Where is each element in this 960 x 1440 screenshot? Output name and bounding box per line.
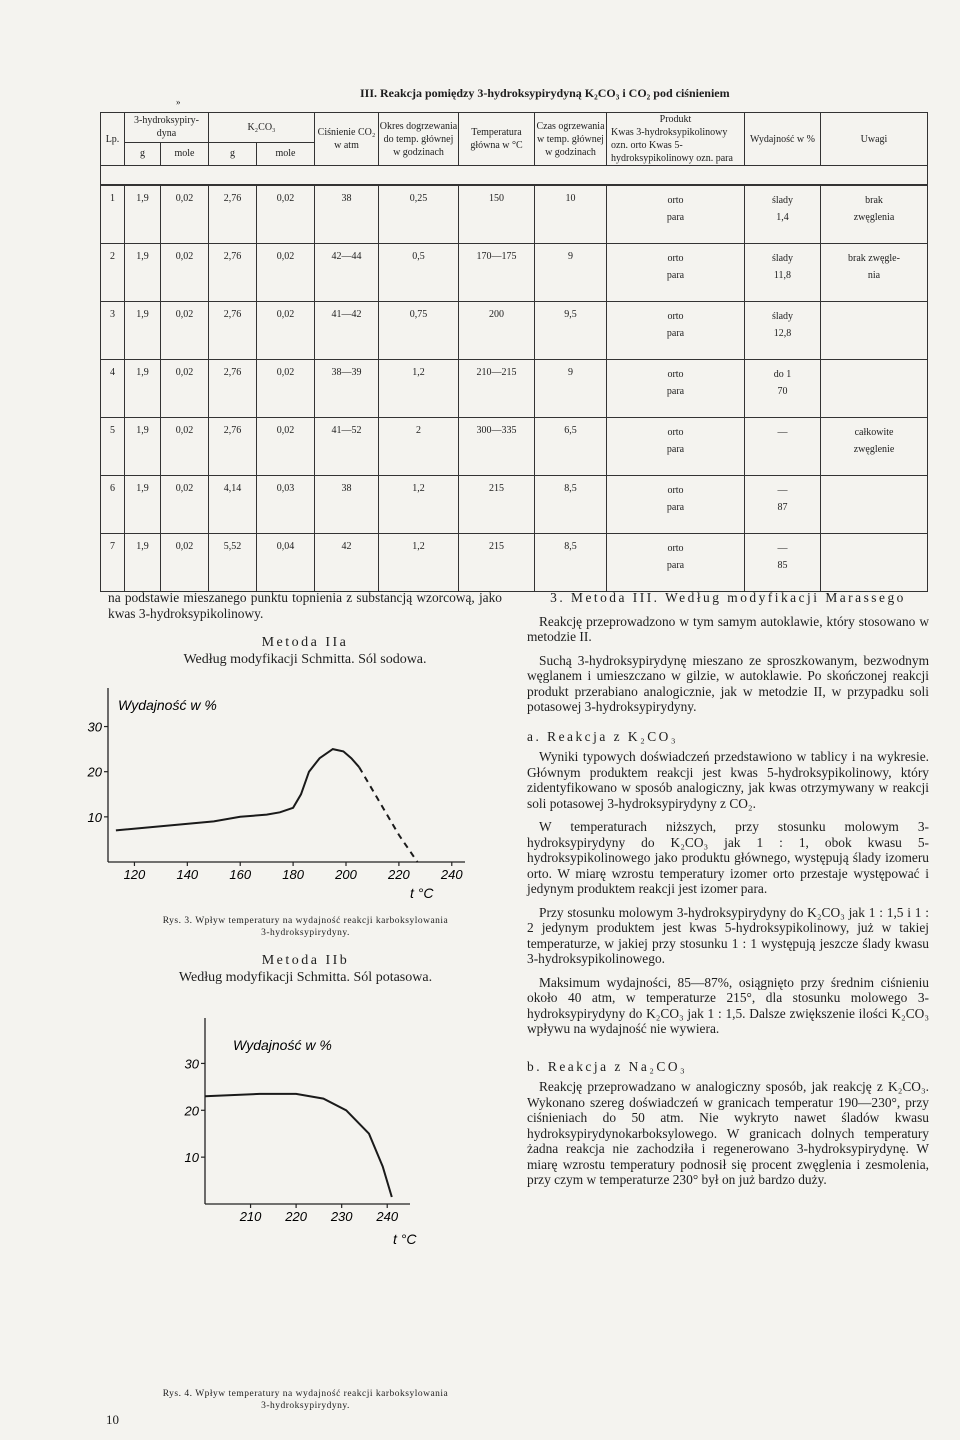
cell-m1: 0,02	[161, 302, 209, 360]
fig4-xtick-label: 220	[285, 1209, 307, 1224]
cell-yield	[745, 476, 821, 534]
cell-g1: 1,9	[125, 244, 161, 302]
header-hydroxypyridine: 3-hydroksypiry-dyna	[125, 113, 209, 143]
cell-period: 1,2	[379, 534, 459, 592]
cell-lp: 3	[101, 302, 125, 360]
cell-atm: 38—39	[315, 360, 379, 418]
cell-lp: 7	[101, 534, 125, 592]
header-k2co3: K₂CO₃	[209, 113, 315, 143]
cell-remarks	[821, 185, 928, 244]
cell-product	[607, 360, 745, 418]
cell-g2: 2,76	[209, 244, 257, 302]
cell-m1: 0,02	[161, 244, 209, 302]
fig3-xtick-label: 160	[229, 867, 252, 882]
cell-m1: 0,02	[161, 360, 209, 418]
fig3-ylabel: Wydajność w %	[118, 697, 217, 713]
header-heating-time: Czas ogrzewania w temp. głównej w godzinach	[535, 113, 607, 166]
table-row	[101, 302, 928, 360]
cell-yield-line: —	[777, 543, 788, 554]
cell-product-line: orto	[667, 369, 684, 380]
section-a-title: a. Reakcja z K₂CO₃	[527, 728, 679, 744]
cell-yield-line: 87	[777, 502, 788, 513]
fig3-ytick-label: 20	[87, 764, 102, 780]
cell-yield-line: —	[777, 427, 788, 438]
cell-g2: 2,76	[209, 360, 257, 418]
cell-g2: 2,76	[209, 185, 257, 244]
paragraph-6: Maksimum wydajności, 85—87%, osiągnięto przy średnim ciśnieniu około 40 atm, w temperaturze 215°, dla stosunku molowego 3-hydroksypirydyny do K₂CO₃ jak 1 : 1,5. Dalsze zwiększenie ilości K₂CO₃ wpływu na wydajność nie wywiera.	[527, 974, 929, 1036]
table-title: III. Reakcja pomiędzy 3-hydroksypirydyną K₂CO₃ i CO₂ pod ciśnieniem	[360, 86, 730, 100]
cell-time: 8,5	[535, 476, 607, 534]
method-iia-title: Metoda IIa	[261, 635, 349, 650]
cell-product	[607, 418, 745, 476]
cell-yield-line: 1,4	[776, 212, 789, 223]
fig3-xtick-label: 140	[176, 867, 199, 882]
fig4-xlabel: t °C	[393, 1231, 417, 1247]
fig3-ytick-label: 10	[87, 809, 102, 825]
paragraph-1: Reakcję przeprowadzono w tym samym autoklawie, który stosowano w metodzie II.	[527, 613, 929, 644]
results-table	[100, 112, 928, 592]
cell-temp: 150	[459, 185, 535, 244]
header-heating-period: Okres dogrzewania do temp. głównej w godzinach	[379, 113, 459, 166]
paragraph-3: Wyniki typowych doświadczeń przedstawiono w tablicy i na wykresie. Głównym produktem reakcji jest kwas 5-hydroksypikolinowy, który zidentyfikowano w sposób analogiczny, jak kwas otrzymywany w reakcji soli potasowej 3-hydroksypirydyny z CO₂.	[527, 749, 929, 811]
cell-m1: 0,02	[161, 476, 209, 534]
cell-m2: 0,03	[257, 476, 315, 534]
cell-remarks-line: całkowite	[854, 427, 894, 438]
cell-yield-line: 12,8	[773, 328, 792, 339]
cell-period: 1,2	[379, 360, 459, 418]
cell-lp: 5	[101, 418, 125, 476]
cell-yield	[745, 418, 821, 476]
cell-remarks-line: brak	[865, 195, 883, 206]
cell-m1: 0,02	[161, 418, 209, 476]
cell-remarks-line: zwęglenia	[853, 212, 895, 223]
cell-lp: 1	[101, 185, 125, 244]
table-row	[101, 476, 928, 534]
header-g2: g	[209, 142, 257, 165]
cell-remarks-line: zwęglenie	[853, 444, 895, 455]
method-iib-title: Metoda IIb	[261, 953, 350, 968]
cell-time: 9,5	[535, 302, 607, 360]
table-row	[101, 185, 928, 244]
cell-g1: 1,9	[125, 534, 161, 592]
cell-product-line: orto	[667, 195, 684, 206]
cell-yield	[745, 360, 821, 418]
cell-remarks-line: nia	[867, 270, 881, 281]
table-row	[101, 534, 928, 592]
fig3-caption-line1: Rys. 3. Wpływ temperatury na wydajność reakcji karboksylowania	[162, 916, 449, 926]
fig4-ytick-label: 20	[184, 1103, 199, 1119]
table-row	[101, 244, 928, 302]
cell-atm: 42—44	[315, 244, 379, 302]
cell-time: 9	[535, 360, 607, 418]
fig3-caption-line2: 3-hydroksypirydyny.	[261, 928, 350, 938]
header-spacer	[101, 166, 928, 186]
cell-product-line: para	[666, 212, 685, 223]
table-row	[101, 418, 928, 476]
fig3-series-dashed	[359, 767, 417, 862]
cell-atm: 41—42	[315, 302, 379, 360]
cell-remarks	[821, 302, 928, 360]
cell-m1: 0,02	[161, 534, 209, 592]
cell-product-line: orto	[667, 485, 684, 496]
cell-yield-line: —	[777, 485, 788, 496]
cell-remarks	[821, 360, 928, 418]
cell-remarks-line: brak zwęgle-	[848, 253, 900, 264]
cell-m2: 0,04	[257, 534, 315, 592]
cell-yield	[745, 244, 821, 302]
paragraph-2: Suchą 3-hydroksypirydynę mieszano ze sproszkowanym, bezwodnym węglanem i umieszczano w gilzie, w autoklawie. Po skończonej reakcji produkt przerabiano analogicznie, jak w metodzie II, w przypadku soli potasowej 3-hydroksypirydyny.	[527, 652, 929, 714]
header-mole1: mole	[161, 142, 209, 165]
paragraph-4: W temperaturach niższych, przy stosunku molowym 3-hydroksypirydyny do K₂CO₃ jak 1 : 1, obok kwasu 5-hydroksypikolinowego jako produktu głównego, występują ślady izomeru orto. W miarę wzrostu temperatury izomer orto przestaje występować i jedynym produktem reakcji jest izomer para.	[527, 819, 929, 896]
cell-period: 0,75	[379, 302, 459, 360]
cell-remarks	[821, 534, 928, 592]
cell-product-line: para	[666, 502, 685, 513]
fig3-xtick-label: 220	[388, 867, 410, 882]
cell-time: 9	[535, 244, 607, 302]
cell-g2: 5,52	[209, 534, 257, 592]
cell-product-line: orto	[667, 427, 684, 438]
cell-remarks	[821, 244, 928, 302]
cell-product-line: para	[666, 386, 685, 397]
cell-g1: 1,9	[125, 360, 161, 418]
figure-4-chart	[165, 1010, 435, 1250]
table-row	[101, 360, 928, 418]
header-product	[607, 113, 745, 166]
cell-m2: 0,02	[257, 302, 315, 360]
cell-atm: 41—52	[315, 418, 379, 476]
cell-product	[607, 302, 745, 360]
cell-time: 10	[535, 185, 607, 244]
cell-time: 8,5	[535, 534, 607, 592]
fig3-ytick-label: 30	[87, 719, 102, 735]
cell-remarks	[821, 476, 928, 534]
cell-temp: 200	[459, 302, 535, 360]
cell-product	[607, 534, 745, 592]
cell-product-line: orto	[667, 311, 684, 322]
fig3-series-solid	[116, 749, 359, 830]
cell-yield	[745, 185, 821, 244]
header-yield: Wydajność w %	[745, 113, 821, 166]
cell-g2: 2,76	[209, 418, 257, 476]
cell-temp: 170—175	[459, 244, 535, 302]
fig4-series-curve	[205, 1094, 392, 1197]
cell-temp: 215	[459, 534, 535, 592]
method-iii-title: 3. Metoda III. Według modyfikacji Marassego	[550, 590, 906, 605]
cell-temp: 300—335	[459, 418, 535, 476]
cell-atm: 42	[315, 534, 379, 592]
cell-yield-line: 11,8	[773, 270, 792, 281]
cell-g2: 4,14	[209, 476, 257, 534]
cell-product-line: orto	[667, 543, 684, 554]
header-product-desc: Kwas 3-hydroksypikolinowy ozn. orto Kwas 5-hydroksypikolinowy ozn. para	[611, 127, 733, 164]
cell-time: 6,5	[535, 418, 607, 476]
fig3-xtick-label: 200	[335, 867, 357, 882]
cell-m1: 0,02	[161, 185, 209, 244]
fig3-xtick-label: 240	[440, 867, 463, 882]
cell-g2: 2,76	[209, 302, 257, 360]
cell-m2: 0,02	[257, 418, 315, 476]
paragraph-5: Przy stosunku molowym 3-hydroksypirydyny do K₂CO₃ jak 1 : 1,5 i 1 : 2 jedynym produktem jest kwas 5-hydroksypikolinowy, już w takiej temperaturze, w jakiej przy stosunku 1 : 1 występują jeszcze ślady kwasu 3-hydroksypikolinowego.	[527, 904, 929, 966]
fig4-ylabel: Wydajność w %	[233, 1037, 332, 1053]
cell-g1: 1,9	[125, 418, 161, 476]
header-mole2: mole	[257, 142, 315, 165]
header-g1: g	[125, 142, 161, 165]
cell-g1: 1,9	[125, 185, 161, 244]
header-temperature: Temperatura główna w °C	[459, 113, 535, 166]
cell-yield-line: do 1	[773, 369, 792, 380]
header-remarks: Uwagi	[821, 113, 928, 166]
cell-period: 1,2	[379, 476, 459, 534]
fig4-ytick-label: 30	[184, 1056, 199, 1072]
header-pressure: Ciśnienie CO₂ w atm	[315, 113, 379, 166]
cell-product-line: orto	[667, 253, 684, 264]
cell-product	[607, 244, 745, 302]
fig4-xtick-label: 230	[330, 1209, 353, 1224]
cell-yield-line: ślady	[771, 253, 794, 264]
cell-period: 0,25	[379, 185, 459, 244]
fig4-caption-line1: Rys. 4. Wpływ temperatury na wydajność reakcji karboksylowania	[162, 1389, 449, 1399]
paragraph-7: Reakcję przeprowadzano w analogiczny sposób, jak reakcję z K₂CO₃. Wykonano szereg doświadczeń w granicach temperatur 190—230°, przy ciśnieniach do 50 atm. Nie wykryto nawet śladów kwasu hydroksypirydynokarboksylowego. W granicach dolnych temperatury żadna reakcja nie zachodziła i regenerowano 3-hydroksypirydynę. W miarę wzrostu temperatury podnosił się procent zwęglenia i zesmolenia, przy czym w temperaturze 230° był on już bardzo duży.	[527, 1079, 929, 1187]
cell-g1: 1,9	[125, 302, 161, 360]
figure-3-chart	[80, 680, 490, 905]
cell-product-line: para	[666, 560, 685, 571]
cell-product-line: para	[666, 328, 685, 339]
cell-product-line: para	[666, 270, 685, 281]
page-mark: »	[176, 97, 181, 107]
fig4-xtick-label: 210	[239, 1209, 262, 1224]
section-b-title: b. Reakcja z Na₂CO₃	[527, 1058, 688, 1074]
cell-m2: 0,02	[257, 360, 315, 418]
cell-product-line: para	[666, 444, 685, 455]
fig4-xtick-label: 240	[376, 1209, 399, 1224]
method-iib-subtitle: Według modyfikacji Schmitta. Sól potasowa.	[178, 970, 433, 985]
cell-yield-line: 85	[777, 560, 788, 571]
cell-temp: 215	[459, 476, 535, 534]
fig4-caption-line2: 3-hydroksypirydyny.	[261, 1401, 350, 1411]
intro-text: na podstawie mieszanego punktu topnienia z substancją wzorcową, jako kwas 3-hydroksypikolinowy.	[108, 590, 502, 621]
cell-m2: 0,02	[257, 185, 315, 244]
cell-product	[607, 476, 745, 534]
cell-m2: 0,02	[257, 244, 315, 302]
method-iia-subtitle: Według modyfikacji Schmitta. Sól sodowa.	[183, 652, 427, 667]
page-number: 10	[106, 1412, 119, 1427]
cell-yield	[745, 302, 821, 360]
cell-atm: 38	[315, 185, 379, 244]
cell-product	[607, 185, 745, 244]
cell-g1: 1,9	[125, 476, 161, 534]
cell-atm: 38	[315, 476, 379, 534]
fig3-xtick-label: 120	[123, 867, 146, 882]
fig3-xtick-label: 180	[282, 867, 304, 882]
cell-period: 2	[379, 418, 459, 476]
cell-lp: 2	[101, 244, 125, 302]
cell-yield-line: 70	[777, 386, 788, 397]
header-lp: Lp.	[101, 113, 125, 166]
cell-yield	[745, 534, 821, 592]
cell-lp: 6	[101, 476, 125, 534]
cell-yield-line: ślady	[771, 311, 794, 322]
cell-yield-line: ślady	[771, 195, 794, 206]
cell-remarks	[821, 418, 928, 476]
cell-period: 0,5	[379, 244, 459, 302]
fig4-ytick-label: 10	[184, 1150, 199, 1166]
fig3-xlabel: t °C	[410, 885, 434, 901]
cell-lp: 4	[101, 360, 125, 418]
cell-temp: 210—215	[459, 360, 535, 418]
header-product-title: Produkt	[659, 114, 692, 125]
